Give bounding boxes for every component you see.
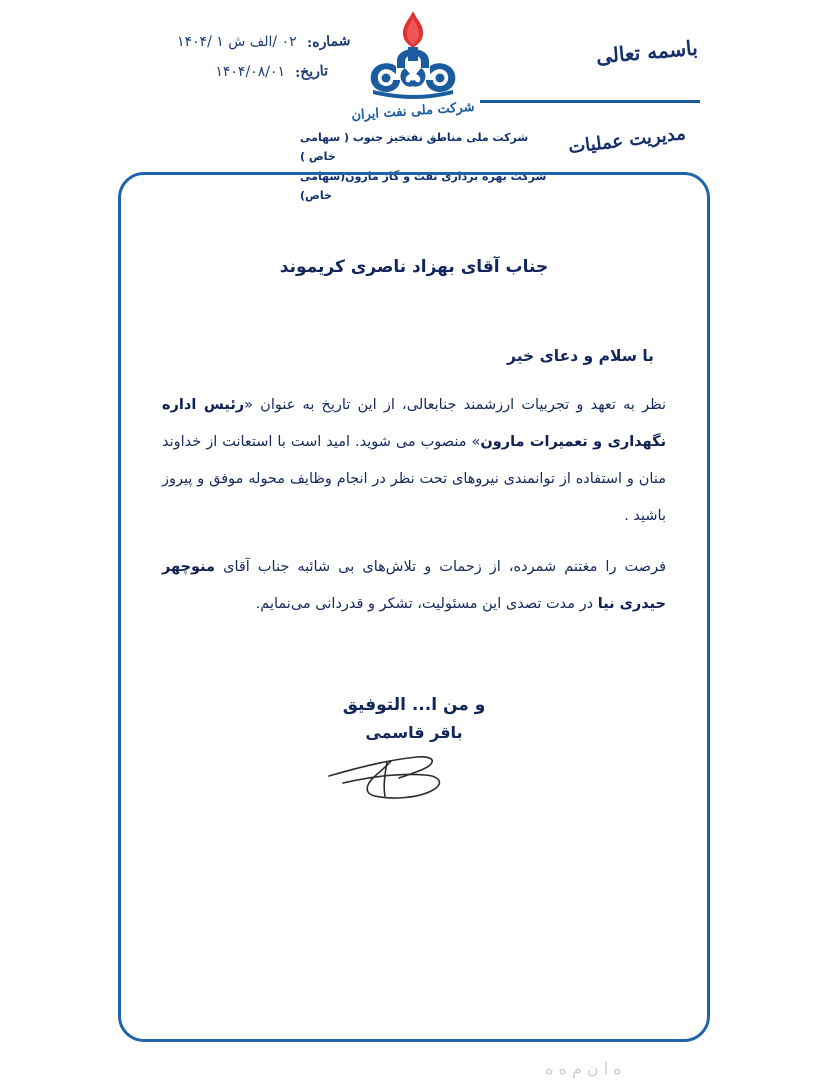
predecessor-name: منوچهر حیدری نیا — [162, 558, 666, 612]
document-date-label: تاریخ: — [294, 63, 329, 81]
document-number-value: ۰۲ /الف ش ۱ /۱۴۰۴ — [177, 34, 297, 50]
basmala-text: باسمه تعالی — [595, 35, 699, 69]
document-meta-block — [120, 34, 350, 94]
letterhead-header — [0, 0, 826, 202]
paragraph-2-part-2: در مدت تصدی این مسئولیت، تشکر و قدردانی می‌نمایم. — [255, 595, 598, 612]
nioc-flame-logo-icon — [353, 8, 473, 103]
nioc-logo-caption: شرکت ملی نفت ایران — [351, 99, 475, 124]
footer-faint-text: ه ا ن م ه ه — [545, 1059, 622, 1078]
department-title: مدیریت عملیات — [567, 122, 687, 159]
salutation-text: با سلام و دعای خیر — [507, 347, 654, 365]
organization-line-2: شرکت بهره برداری نفت و گاز مارون(سهامی خاص) — [300, 169, 547, 202]
handwritten-signature-icon — [321, 750, 471, 810]
paragraph-1-part-1: نظر به تعهد و تجربیات ارزشمند جنابعالی، از این تاریخ به عنوان « — [244, 397, 667, 413]
paragraph-2-part-1: فرصت را مغتنم شمرده، از زحمات و تلاش‌های بی شائبه جناب آقای — [215, 558, 666, 575]
signatory-name: باقر قاسمی — [365, 722, 463, 742]
paragraph-1-part-2: » منصوب می شوید. امید است با استعانت از خداوند منان و استفاده از توانمندی نیروهای تحت نظر در انجام وظایف محوله موفق و پیروز باشید . — [162, 433, 666, 524]
organization-line-1: شرکت ملی مناطق نفتخیز جنوب ( سهامی خاص ) — [300, 131, 529, 164]
header-rule-right — [480, 100, 700, 103]
body-paragraph-1 — [162, 387, 666, 535]
letter-body — [118, 172, 710, 1042]
closing-block — [162, 695, 666, 742]
signature-area — [162, 750, 666, 820]
appointment-title: رئیس اداره نگهداری و تعمیرات مارون — [162, 397, 667, 450]
document-date-row — [120, 64, 328, 80]
closing-phrase: و من ا... التوفیق — [342, 694, 486, 715]
document-date-value: ۱۴۰۴/۰۸/۰۱ — [215, 64, 285, 80]
document-number-row — [120, 34, 350, 50]
nioc-logo-block — [338, 8, 488, 124]
document-number-label: شماره: — [306, 32, 351, 52]
recipient-name: جناب آقای بهزاد ناصری کریموند — [279, 257, 549, 277]
body-paragraph-2 — [162, 549, 666, 623]
